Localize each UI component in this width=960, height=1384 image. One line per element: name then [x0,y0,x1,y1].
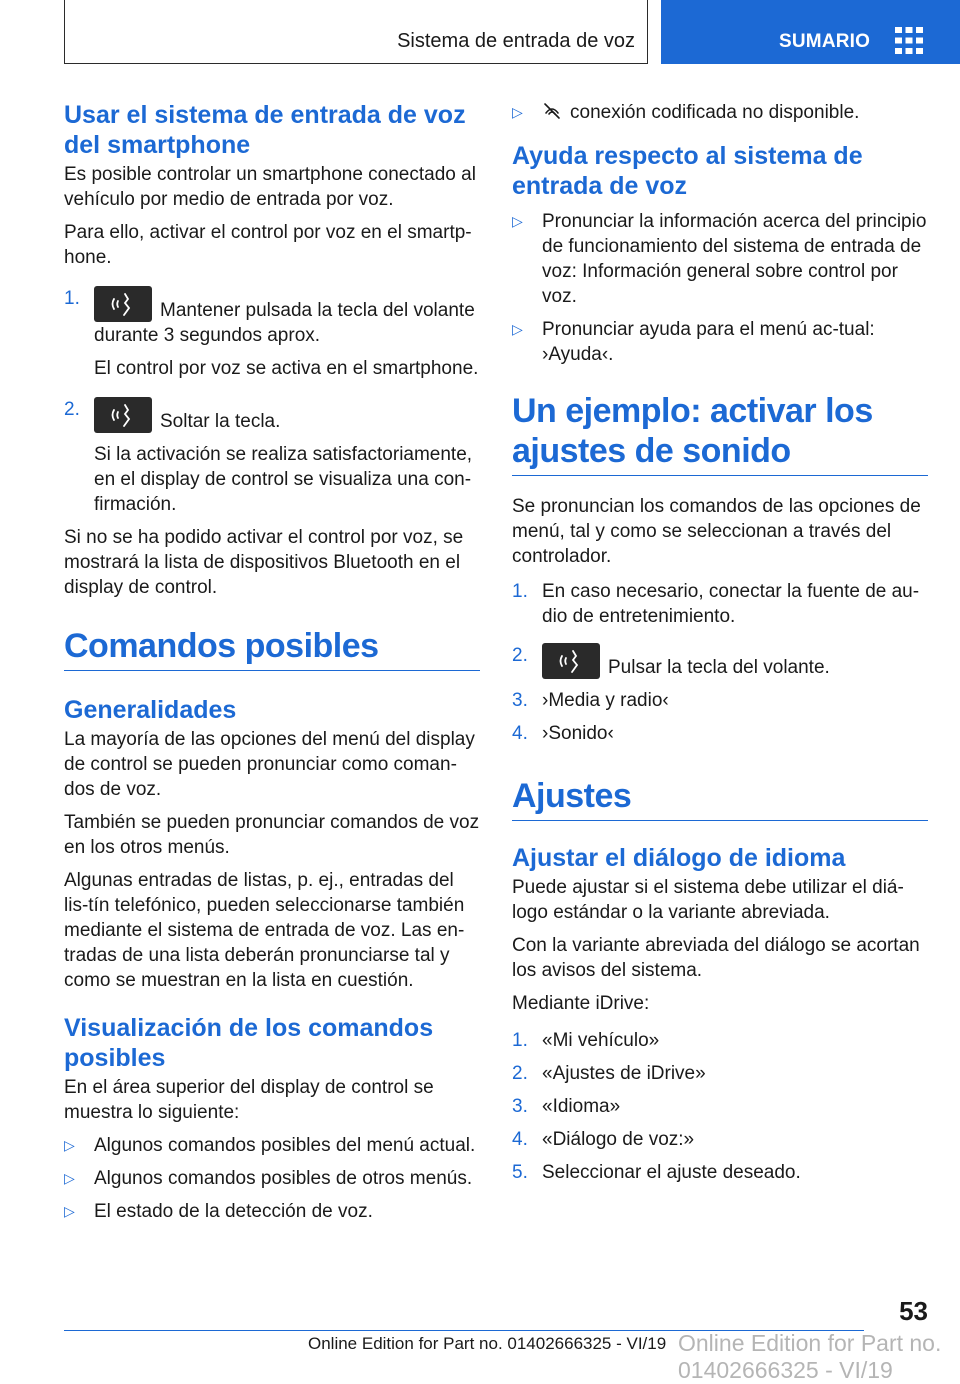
step-text: Mantener pulsada la tecla del volante durante 3 segundos aprox. [94,300,475,346]
list-item: ▷ Pronunciar ayuda para el menú ac‐tual: ›Ayuda‹. [512,319,875,365]
list-item: 1. «Mi vehículo» [512,1030,660,1051]
list-item: ▷ Pronunciar la información acerca del principio de funcionamiento del sistema de entrada de voz: Información general sobre control por voz. [512,211,927,307]
voice-key-icon [542,643,600,679]
paragraph: Si no se ha podido activar el control por voz, se mostrará la lista de dispositivos Bluetooth en el display de control. [64,527,464,598]
triangle-bullet-icon: ▷ [512,213,523,229]
list-item: 5. Seleccionar el ajuste deseado. [512,1162,801,1183]
step-number: 2. [64,399,80,420]
list-item: 1. En caso necesario, conectar la fuente de au‐dio de entretenimiento. [512,581,920,627]
left-column [64,100,480,1232]
step-text: Soltar la tecla. [160,411,281,432]
list-item: ▷ Algunos comandos posibles del menú actual. [64,1135,476,1156]
edition-text: Online Edition for Part no. 01402666325 - VI/19 [308,1334,667,1353]
list-item: 4. «Diálogo de voz:» [512,1129,695,1150]
sumario-button[interactable] [661,0,960,64]
sumario-label: SUMARIO [779,31,871,52]
encryption-unavailable-icon [542,101,562,121]
heading-dialogo: Ajustar el diálogo de idioma [512,844,846,872]
paragraph: Es posible controlar un smartphone conectado al vehículo por medio de entrada por voz. [64,164,476,210]
list-item: 3. ›Media y radio‹ [512,690,669,711]
paragraph: También se pueden pronunciar comandos de voz en los otros menús. [64,812,480,858]
triangle-bullet-icon: ▷ [512,104,523,120]
paragraph: La mayoría de las opciones del menú del display de control se pueden pronunciar como coman‐dos de voz. [64,729,475,800]
paragraph: Puede ajustar si el sistema debe utilizar el diá‐logo estándar o la variante abreviada. [512,877,904,923]
heading-smartphone: Usar el sistema de entrada de voz del smartphone [64,101,466,159]
chapter-title: Sistema de entrada de voz [397,30,635,52]
triangle-bullet-icon: ▷ [512,321,523,337]
paragraph: Con la variante abreviada del diálogo se acortan los avisos del sistema. [512,935,920,981]
heading-ajustes: Ajustes [512,776,928,821]
paragraph: Mediante iDrive: [512,993,650,1014]
heading-visualizacion: Visualización de los comandos posibles [64,1014,434,1072]
watermark: Online Edition for Part no. 01402666325 - VI/19 [678,1330,942,1383]
list-item: 3. «Idioma» [512,1096,621,1117]
step-result: Si la activación se realiza satisfactoriamente, en el display de control se visualiza una con‐firmación. [94,444,473,515]
triangle-bullet-icon: ▷ [64,1137,75,1153]
voice-key-icon [94,286,152,322]
paragraph: Algunas entradas de listas, p. ej., entradas del lis‐tín telefónico, pueden seleccionarse también mediante el sistema de entrada de voz. Las en‐tradas de una lista deberán pronunciarse tal y como se muestran en la lista en cuestión. [64,870,465,991]
triangle-bullet-icon: ▷ [64,1203,75,1219]
paragraph: Para ello, activar el control por voz en el smartp‐hone. [64,222,472,268]
list-item: 2. Pulsar la tecla del volante. [512,645,830,678]
heading-ejemplo: Un ejemplo: activar los ajustes de sonido [512,391,928,476]
heading-ayuda: Ayuda respecto al sistema de entrada de voz [512,142,863,200]
triangle-bullet-icon: ▷ [64,1170,75,1186]
list-item: 4. ›Sonido‹ [512,723,614,744]
list-item: 2. «Ajustes de iDrive» [512,1063,706,1084]
grid-menu-icon [895,27,923,54]
list-item [64,286,480,381]
list-item: ▷ Algunos comandos posibles de otros menús. [64,1168,473,1189]
step-number: 1. [64,288,80,309]
list-item: ▷ El estado de la detección de voz. [64,1201,373,1222]
voice-key-icon [94,397,152,433]
step-result: El control por voz se activa en el smartphone. [94,358,479,379]
list-item: ▷ conexión codificada no disponible. [512,102,860,123]
list-item [64,397,480,517]
page-number: 53 [899,1296,928,1326]
header-box [64,0,648,64]
paragraph: Se pronuncian los comandos de las opciones de menú, tal y como se seleccionan a través del controlador. [512,496,921,567]
right-column [512,100,928,1193]
heading-comandos: Comandos posibles [64,626,480,671]
paragraph: En el área superior del display de control se muestra lo siguiente: [64,1077,434,1123]
heading-generalidades: Generalidades [64,696,237,724]
